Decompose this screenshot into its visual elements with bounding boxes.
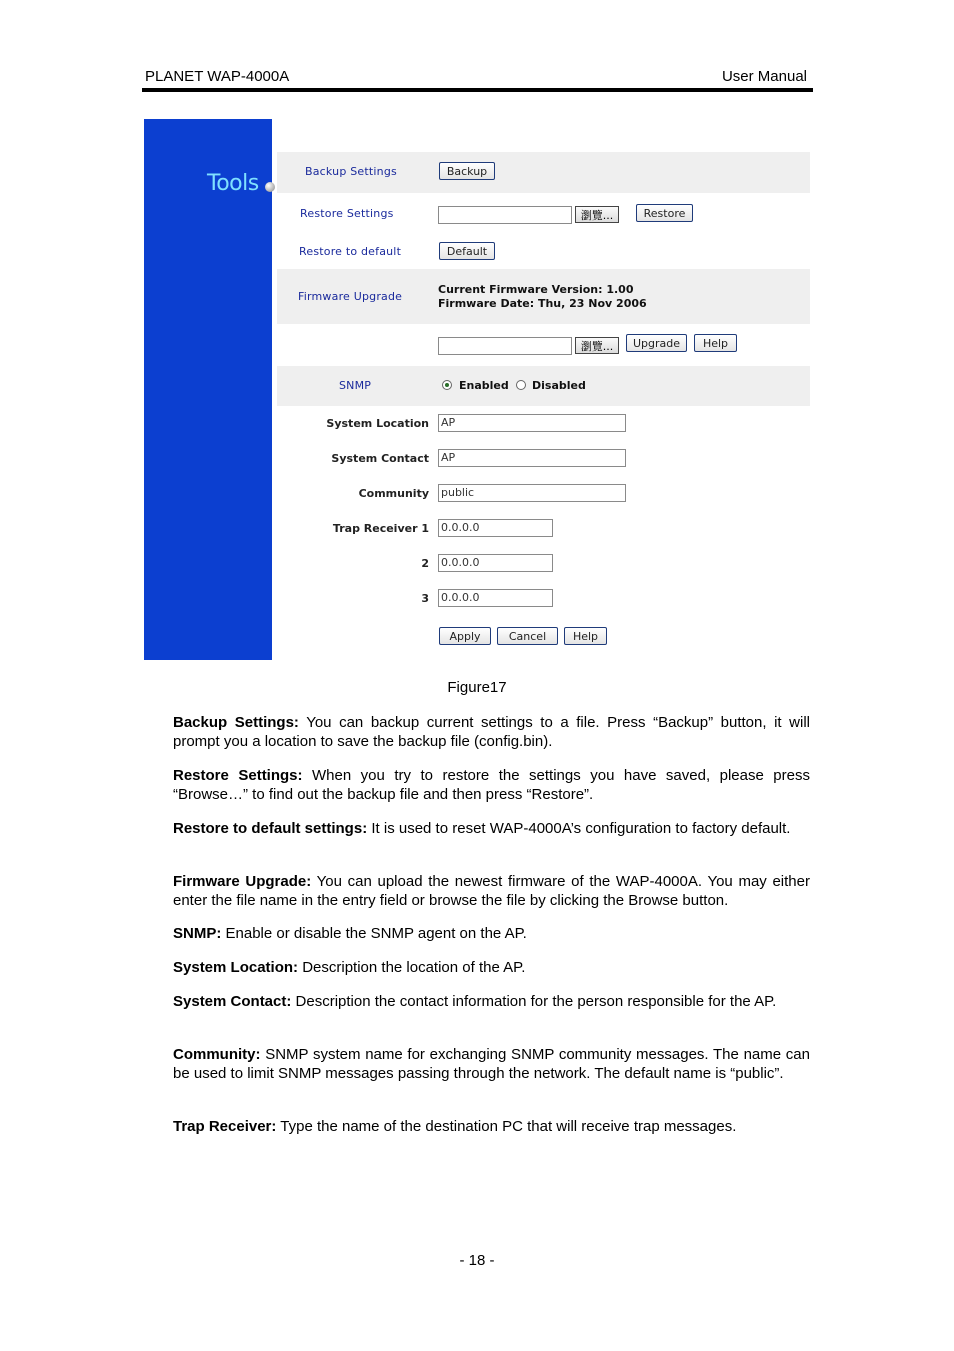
paragraph-firmware: Firmware Upgrade: You can upload the newest firmware of the WAP-4000A. You may either enter the file name in the entry field or browse the file by clicking the Browse button. xyxy=(173,873,810,909)
snmp-disabled-radio[interactable] xyxy=(516,380,526,390)
trap-receiver-2-input[interactable]: 0.0.0.0 xyxy=(438,554,553,572)
bullet-icon xyxy=(265,182,275,192)
paragraph-restore: Restore Settings: When you try to restore the settings you have saved, please press “Browse…” to find out the backup file and then press “Restore”. xyxy=(173,767,810,803)
paragraph-restore-default: Restore to default settings: It is used to reset WAP-4000A’s configuration to factory default. xyxy=(173,820,791,837)
snmp-enabled-label: Enabled xyxy=(459,379,509,392)
trap-receiver-2-label: 2 xyxy=(421,557,429,570)
community-input[interactable]: public xyxy=(438,484,626,502)
restore-file-input[interactable] xyxy=(438,206,572,224)
cancel-button[interactable]: Cancel xyxy=(497,627,558,645)
community-label: Community xyxy=(358,487,429,500)
restore-button[interactable]: Restore xyxy=(636,204,693,222)
firmware-upgrade-label: Firmware Upgrade xyxy=(298,290,403,303)
header-doc-type: User Manual xyxy=(721,68,807,85)
trap-receiver-1-input[interactable]: 0.0.0.0 xyxy=(438,519,553,537)
header-product: PLANET WAP-4000A xyxy=(145,68,290,85)
restore-browse-button[interactable]: 瀏覽... xyxy=(575,206,619,223)
system-location-label: System Location xyxy=(326,417,429,430)
system-location-input[interactable]: AP xyxy=(438,414,626,432)
header-rule xyxy=(142,88,813,92)
system-contact-label: System Contact xyxy=(331,452,429,465)
firmware-help-button[interactable]: Help xyxy=(694,334,737,352)
upgrade-button[interactable]: Upgrade xyxy=(626,334,687,352)
help-button[interactable]: Help xyxy=(564,627,607,645)
firmware-browse-button[interactable]: 瀏覽... xyxy=(575,337,619,354)
restore-default-label: Restore to default xyxy=(299,245,402,258)
snmp-label: SNMP xyxy=(339,379,372,392)
figure-caption: Figure17 xyxy=(447,679,507,696)
trap-receiver-3-input[interactable]: 0.0.0.0 xyxy=(438,589,553,607)
tools-title: Tools xyxy=(207,171,259,196)
trap-receiver-3-label: 3 xyxy=(421,592,429,605)
firmware-file-input[interactable] xyxy=(438,337,572,355)
paragraph-snmp: SNMP: Enable or disable the SNMP agent on the AP. xyxy=(173,925,527,942)
paragraph-community: Community: SNMP system name for exchanging SNMP community messages. The name can be used to limit SNMP messages passing through the network. The default name is “public”. xyxy=(173,1046,810,1082)
page-number: - 18 - xyxy=(459,1252,495,1269)
system-contact-input[interactable]: AP xyxy=(438,449,626,467)
restore-settings-label: Restore Settings xyxy=(300,207,394,220)
firmware-version: Current Firmware Version: 1.00 xyxy=(438,283,634,296)
tools-sidebar xyxy=(144,119,272,660)
paragraph-backup: Backup Settings: You can backup current settings to a file. Press “Backup” button, it will prompt you a location to save the backup file (config.bin). xyxy=(173,714,810,750)
paragraph-trap-receiver: Trap Receiver: Type the name of the destination PC that will receive trap messages. xyxy=(173,1118,737,1135)
paragraph-system-contact: System Contact: Description the contact information for the person responsible for the AP. xyxy=(173,993,777,1010)
paragraph-system-location: System Location: Description the location of the AP. xyxy=(173,959,526,976)
default-button[interactable]: Default xyxy=(439,242,495,260)
snmp-disabled-label: Disabled xyxy=(532,379,586,392)
firmware-date: Firmware Date: Thu, 23 Nov 2006 xyxy=(438,297,647,310)
backup-button[interactable]: Backup xyxy=(439,162,495,180)
snmp-enabled-radio[interactable] xyxy=(442,380,452,390)
apply-button[interactable]: Apply xyxy=(439,627,491,645)
trap-receiver-1-label: Trap Receiver 1 xyxy=(332,522,429,535)
backup-settings-label: Backup Settings xyxy=(305,165,397,178)
